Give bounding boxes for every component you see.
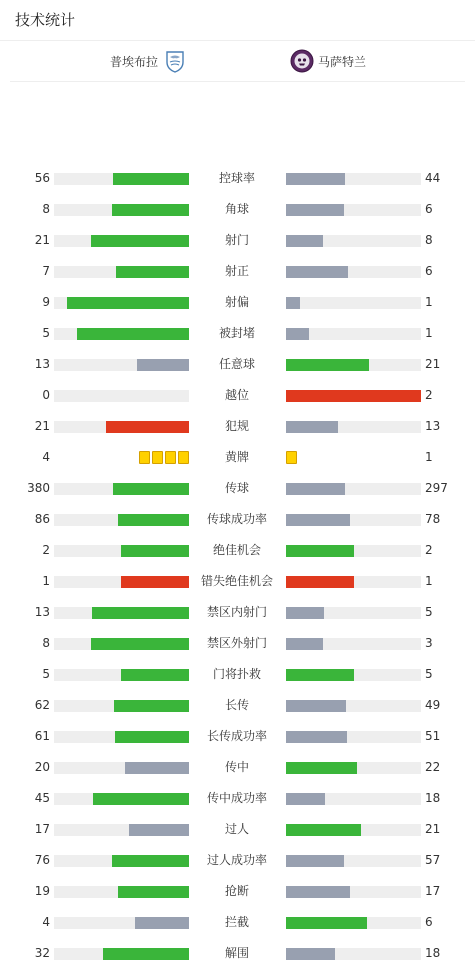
away-bar-track [286,793,421,805]
home-bar-track [54,731,189,743]
away-bar [286,638,323,650]
stat-row [0,938,475,969]
stat-row [0,783,475,814]
away-bar-track [286,700,421,712]
away-bar [286,204,344,216]
away-bar [286,855,344,867]
away-value: 6 [425,915,433,929]
away-value: 2 [425,543,433,557]
yellow-card-icon [139,451,150,464]
home-bar-track [54,793,189,805]
stat-row [0,318,475,349]
away-value: 5 [425,605,433,619]
away-bar [286,576,354,588]
stat-label: 过人成功率 [206,853,267,867]
home-bar [103,948,189,960]
home-value: 380 [27,481,50,495]
away-bar-track [286,173,421,185]
home-bar [121,669,189,681]
away-value: 1 [425,295,433,309]
home-value: 8 [42,636,50,650]
home-bar [92,607,189,619]
stat-label: 传球成功率 [206,512,267,526]
home-value: 0 [42,388,50,402]
away-value: 5 [425,667,433,681]
away-value: 78 [425,512,441,526]
away-bar-track [286,328,421,340]
away-value: 1 [425,574,433,588]
home-value: 4 [42,450,50,464]
home-value: 19 [34,884,50,898]
away-bar [286,235,323,247]
away-value: 1 [425,450,433,464]
away-bar-track [286,824,421,836]
home-value: 45 [34,791,50,805]
away-team-name: 马萨特兰 [318,54,367,69]
home-bar [113,173,189,185]
home-bar [135,917,189,929]
home-bar-track [54,421,189,433]
home-value: 7 [42,264,50,278]
stat-label: 越位 [224,388,249,402]
stat-row [0,163,475,194]
stat-label: 门将扑救 [212,667,261,681]
away-value: 1 [425,326,433,340]
away-bar [286,917,367,929]
away-bar [286,328,309,340]
stat-label: 传中成功率 [206,791,267,805]
away-bar-track [286,762,421,774]
home-bar-track [54,917,189,929]
yellow-card-icon [286,451,297,464]
home-value: 76 [34,853,50,867]
home-value: 86 [34,512,50,526]
home-value: 56 [34,171,50,185]
away-yellow-cards [286,451,297,464]
away-team[interactable] [290,41,366,81]
home-value: 5 [42,326,50,340]
home-bar-track [54,204,189,216]
stat-row [0,566,475,597]
away-bar-track [286,359,421,371]
home-bar [118,514,189,526]
away-bar [286,607,324,619]
away-bar-track [286,576,421,588]
away-value: 18 [425,791,441,805]
stat-row [0,628,475,659]
stat-row [0,287,475,318]
home-value: 62 [34,698,50,712]
stat-row [0,504,475,535]
away-value: 21 [425,357,441,371]
away-value: 297 [425,481,448,495]
home-bar [106,421,189,433]
home-bar-track [54,948,189,960]
home-bar [112,855,189,867]
home-bar [129,824,189,836]
home-bar [77,328,189,340]
stat-label: 抢断 [224,884,249,898]
home-bar [137,359,189,371]
home-bar-track [54,700,189,712]
teams-header [10,41,465,82]
stat-label: 禁区内射门 [206,605,267,619]
away-bar [286,793,325,805]
home-bar [91,235,189,247]
stat-label: 解围 [224,946,249,960]
home-value: 13 [34,357,50,371]
away-bar [286,297,300,309]
stat-row [0,535,475,566]
stat-label: 控球率 [218,171,255,185]
stat-label: 长传 [224,698,249,712]
home-bar [112,204,189,216]
yellow-card-icon [152,451,163,464]
stat-row [0,225,475,256]
home-bar-track [54,328,189,340]
away-bar-track [286,917,421,929]
stat-label: 角球 [224,202,249,216]
stat-label: 黄牌 [224,450,249,464]
away-value: 57 [425,853,441,867]
home-bar-track [54,173,189,185]
away-bar [286,483,345,495]
home-bar-track [54,359,189,371]
stat-row [0,256,475,287]
away-bar [286,359,369,371]
home-value: 1 [42,574,50,588]
stat-row [0,845,475,876]
stat-row [0,380,475,411]
away-bar [286,669,354,681]
home-bar-track [54,266,189,278]
stat-label: 绝佳机会 [212,543,261,557]
stat-row [0,659,475,690]
home-bar [116,266,189,278]
home-team-name: 普埃布拉 [109,54,158,69]
yellow-card-icon [165,451,176,464]
stat-row [0,597,475,628]
home-value: 8 [42,202,50,216]
away-bar [286,514,350,526]
stat-label: 被封堵 [218,326,255,340]
away-value: 44 [425,171,441,185]
away-value: 51 [425,729,441,743]
stat-label: 射门 [224,233,249,247]
home-value: 13 [34,605,50,619]
home-value: 5 [42,667,50,681]
away-bar [286,545,354,557]
stat-label: 长传成功率 [206,729,267,743]
away-bar [286,700,346,712]
home-bar-track [54,545,189,557]
stat-label: 拦截 [224,915,249,929]
away-bar [286,173,345,185]
home-bar [91,638,189,650]
away-bar [286,948,335,960]
home-bar [114,700,189,712]
away-bar-track [286,204,421,216]
away-bar [286,390,421,402]
home-value: 17 [34,822,50,836]
away-bar-track [286,948,421,960]
stat-label: 错失绝佳机会 [200,574,273,588]
stat-row [0,752,475,783]
home-bar-track [54,669,189,681]
away-bar [286,824,361,836]
home-bar-track [54,514,189,526]
home-bar-track [54,762,189,774]
away-value: 21 [425,822,441,836]
away-bar-track [286,390,421,402]
home-bar-track [54,576,189,588]
home-yellow-cards [139,451,189,464]
stat-row [0,473,475,504]
home-bar-track [54,483,189,495]
away-bar-track [286,266,421,278]
away-bar-track [286,731,421,743]
home-bar-track [54,607,189,619]
away-bar-track [286,669,421,681]
stat-row [0,721,475,752]
away-bar [286,731,347,743]
away-team-logo [290,49,314,73]
stat-row [0,814,475,845]
home-value: 9 [42,295,50,309]
away-value: 6 [425,264,433,278]
away-bar-track [286,514,421,526]
home-team-logo [163,49,187,73]
away-bar-track [286,483,421,495]
home-value: 2 [42,543,50,557]
home-bar [113,483,189,495]
home-value: 61 [34,729,50,743]
stat-row [0,690,475,721]
away-bar-track [286,421,421,433]
away-value: 49 [425,698,441,712]
home-value: 32 [34,946,50,960]
home-value: 4 [42,915,50,929]
away-value: 8 [425,233,433,247]
stat-label: 传球 [224,481,249,495]
home-bar-track [54,824,189,836]
away-bar-track [286,235,421,247]
stat-row [0,194,475,225]
stat-label: 射正 [224,264,249,278]
home-value: 21 [34,233,50,247]
home-bar-track [54,235,189,247]
away-value: 22 [425,760,441,774]
stat-row [0,876,475,907]
home-value: 20 [34,760,50,774]
home-bar [121,576,189,588]
away-value: 6 [425,202,433,216]
home-bar [67,297,189,309]
stat-label: 任意球 [218,357,255,371]
away-value: 3 [425,636,433,650]
stat-label: 过人 [224,822,249,836]
stat-label: 禁区外射门 [206,636,267,650]
home-bar [125,762,189,774]
home-bar-track [54,297,189,309]
home-bar [115,731,189,743]
stat-row [0,411,475,442]
home-bar [93,793,189,805]
away-bar-track [286,855,421,867]
away-value: 18 [425,946,441,960]
away-value: 2 [425,388,433,402]
stat-label: 射偏 [224,295,249,309]
away-bar [286,266,348,278]
away-bar-track [286,545,421,557]
home-bar-track [54,855,189,867]
stat-label: 犯规 [224,419,249,433]
away-bar-track [286,297,421,309]
home-team[interactable] [110,41,187,81]
away-value: 13 [425,419,441,433]
stat-label: 传中 [224,760,249,774]
home-bar-track [54,638,189,650]
away-bar-track [286,607,421,619]
home-bar [121,545,189,557]
away-bar-track [286,638,421,650]
stat-row [0,349,475,380]
away-bar [286,762,357,774]
away-value: 17 [425,884,441,898]
stat-row [0,442,475,473]
page-title: 技术统计 [0,0,475,41]
stat-row [0,907,475,938]
home-bar-track [54,390,189,402]
away-bar [286,421,338,433]
home-value: 21 [34,419,50,433]
